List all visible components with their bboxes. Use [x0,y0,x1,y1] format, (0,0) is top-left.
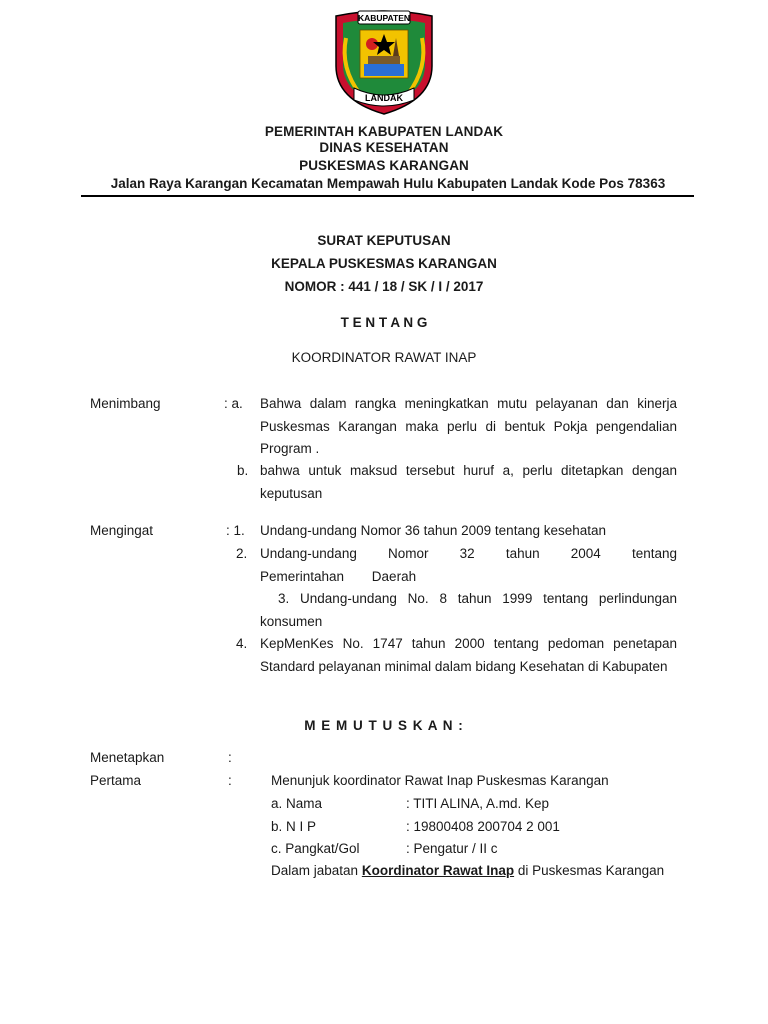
decree-issuer: KEPALA PUSKESMAS KARANGAN [271,256,497,271]
header-address: Jalan Raya Karangan Kecamatan Mempawah Hulu Kabupaten Landak Kode Pos 78363 [110,176,666,191]
mengingat-item-3: 3. Undang-undang No. 8 tahun 1999 tentang perlindungan konsumen [260,591,677,629]
mengingat-item-2: Undang-undang Nomor 32 tahun 2004 tentang Pemerintahan Daerah [260,546,677,584]
menetapkan-label: Menetapkan [90,750,165,765]
menimbang-marker-b: b. [237,463,249,478]
field-pangkat-label: c. Pangkat/Gol [271,841,360,856]
field-nip-value: : 19800408 200704 2 001 [406,819,560,834]
menetapkan-colon: : [228,750,232,765]
pertama-label: Pertama [90,773,142,788]
mengingat-item-4: KepMenKes No. 1747 tahun 2000 tentang pedoman penetapan Standard pelayanan minimal dalam bidang Kesehatan di Kabupaten [260,636,677,674]
menimbang-marker-a: : a. [224,396,243,411]
pertama-intro: Menunjuk koordinator Rawat Inap Puskesmas Karangan [271,773,609,788]
emblem-bottom-text: LANDAK [365,93,403,103]
field-pangkat-value: : Pengatur / II c [406,841,498,856]
mengingat-marker-2: 2. [236,546,248,561]
header-puskesmas: PUSKESMAS KARANGAN [299,158,469,173]
header-government: PEMERINTAH KABUPATEN LANDAK [264,124,504,139]
field-nama-label: a. Nama [271,796,323,811]
mengingat-marker-1: : 1. [226,523,245,538]
menimbang-label: Menimbang [90,396,161,411]
jabatan-statement [271,860,677,883]
jabatan-title: Koordinator Rawat Inap [361,863,515,878]
jabatan-suffix: di Puskesmas Karangan [517,863,665,878]
kabupaten-landak-emblem [330,8,438,116]
decree-subject: KOORDINATOR RAWAT INAP [291,350,477,365]
pertama-colon: : [228,773,232,788]
decree-number: NOMOR : 441 / 18 / SK / I / 2017 [284,279,484,294]
jabatan-prefix: Dalam jabatan [271,863,359,878]
decree-title: SURAT KEPUTUSAN [317,233,451,248]
field-nama-value: : TITI ALINA, A.md. Kep [406,796,550,811]
emblem-top-text: KABUPATEN [357,13,411,23]
header-divider [81,195,694,197]
header-department: DINAS KESEHATAN [319,140,449,155]
menimbang-item-a: Bahwa dalam rangka meningkatkan mutu pelayanan dan kinerja Puskesmas Karangan maka perlu di bentuk Pokja pengendalian Program . [260,396,677,456]
mengingat-item-1: Undang-undang Nomor 36 tahun 2009 tentang kesehatan [260,523,607,538]
mengingat-marker-4: 4. [236,636,248,651]
menimbang-item-b: bahwa untuk maksud tersebut huruf a, perlu ditetapkan dengan keputusan [260,463,677,501]
field-nip-label: b. N I P [271,819,317,834]
memutuskan-heading: M E M U T U S K A N : [304,718,464,733]
mengingat-label: Mengingat [90,523,154,538]
tentang-heading: T E N T A N G [340,315,428,330]
